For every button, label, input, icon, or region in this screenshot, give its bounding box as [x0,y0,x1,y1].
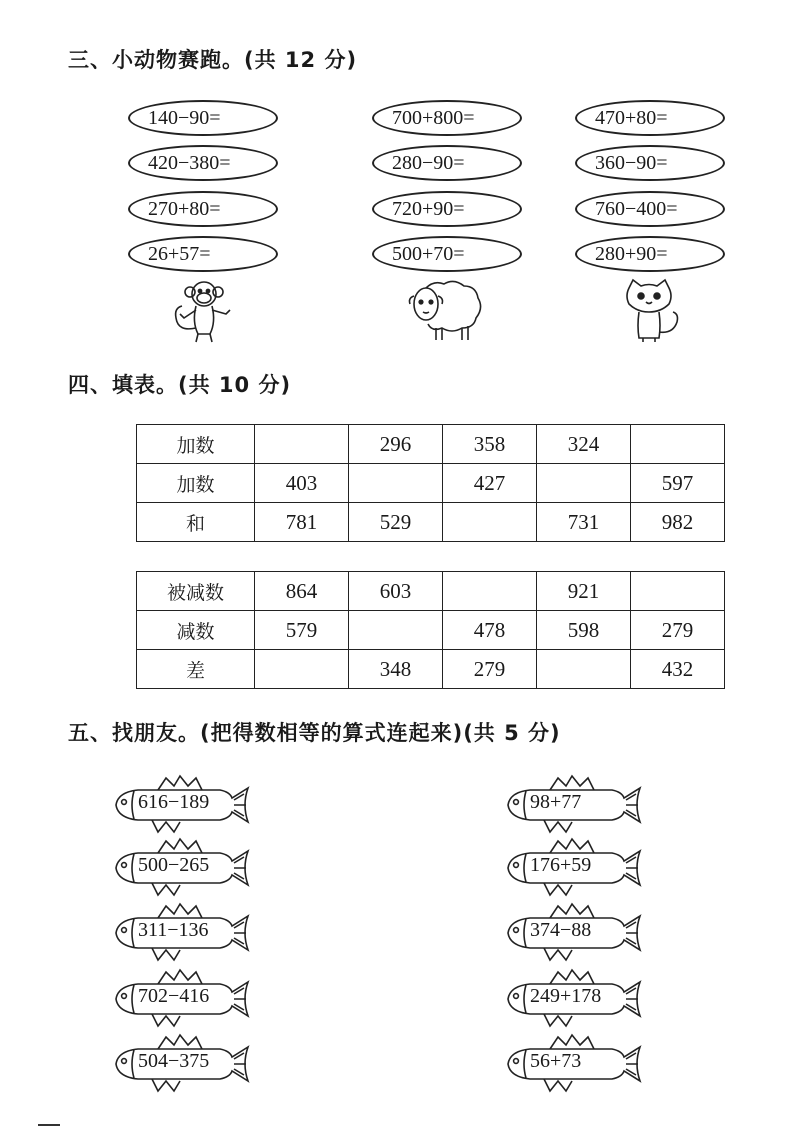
race-equation: 420−380= [128,145,278,181]
table-cell: 427 [443,464,537,503]
cat-icon [615,278,685,344]
table-cell: 529 [349,503,443,542]
row-label: 减数 [137,611,255,650]
fish-card[interactable] [500,837,642,899]
table-cell: 279 [443,650,537,689]
fish-expression: 176+59 [530,854,592,876]
row-label: 差 [137,650,255,689]
table-cell: 982 [631,503,725,542]
table-row [137,503,725,542]
table-cell[interactable] [349,464,443,503]
race-equation: 760−400= [575,191,725,227]
fish-card[interactable] [108,902,250,964]
table-cell[interactable] [537,464,631,503]
fish-card[interactable] [500,1033,642,1095]
table-cell: 279 [631,611,725,650]
table-cell[interactable] [255,650,349,689]
table-cell[interactable] [537,650,631,689]
table-cell: 921 [537,572,631,611]
race-equation: 280+90= [575,236,725,272]
page-footer-mark [38,1124,60,1126]
race-equation: 270+80= [128,191,278,227]
race-equation: 720+90= [372,191,522,227]
fish-card[interactable] [500,968,642,1030]
race-equation: 700+800= [372,100,522,136]
table-cell: 403 [255,464,349,503]
fish-expression: 374−88 [530,919,592,941]
table-cell: 781 [255,503,349,542]
table-cell[interactable] [631,572,725,611]
fish-card[interactable] [108,968,250,1030]
table-cell: 358 [443,425,537,464]
race-equation: 360−90= [575,145,725,181]
table-cell: 731 [537,503,631,542]
row-label: 加数 [137,425,255,464]
fish-expression: 56+73 [530,1050,582,1072]
row-label: 被减数 [137,572,255,611]
table-row [137,611,725,650]
fish-expression: 616−189 [138,791,210,813]
sheep-icon [406,278,486,342]
race-equation: 140−90= [128,100,278,136]
table-row [137,650,725,689]
table-cell: 579 [255,611,349,650]
fish-card[interactable] [108,1033,250,1095]
fish-expression: 504−375 [138,1050,210,1072]
addition-table [136,424,725,542]
subtraction-table [136,571,725,689]
section4-heading: 四、填表。(共 10 分) [68,373,292,397]
race-equation: 280−90= [372,145,522,181]
table-cell[interactable] [443,572,537,611]
fish-card[interactable] [108,774,250,836]
table-cell[interactable] [631,425,725,464]
fish-expression: 249+178 [530,985,602,1007]
table-cell: 598 [537,611,631,650]
fish-card[interactable] [500,774,642,836]
table-row [137,425,725,464]
race-equation: 26+57= [128,236,278,272]
table-cell: 348 [349,650,443,689]
monkey-icon [168,278,238,344]
race-equation: 500+70= [372,236,522,272]
fish-expression: 98+77 [530,791,582,813]
table-cell: 478 [443,611,537,650]
section5-heading: 五、找朋友。(把得数相等的算式连起来)(共 5 分) [68,721,561,745]
table-cell[interactable] [349,611,443,650]
row-label: 加数 [137,464,255,503]
row-label: 和 [137,503,255,542]
section3-heading: 三、小动物赛跑。(共 12 分) [68,48,358,72]
table-cell: 324 [537,425,631,464]
table-row [137,464,725,503]
table-cell[interactable] [255,425,349,464]
fish-card[interactable] [108,837,250,899]
table-cell: 296 [349,425,443,464]
table-cell: 432 [631,650,725,689]
race-equation: 470+80= [575,100,725,136]
table-cell: 603 [349,572,443,611]
table-cell[interactable] [443,503,537,542]
table-cell: 597 [631,464,725,503]
fish-expression: 702−416 [138,985,210,1007]
table-row [137,572,725,611]
table-cell: 864 [255,572,349,611]
fish-expression: 311−136 [138,919,209,941]
fish-card[interactable] [500,902,642,964]
fish-expression: 500−265 [138,854,210,876]
